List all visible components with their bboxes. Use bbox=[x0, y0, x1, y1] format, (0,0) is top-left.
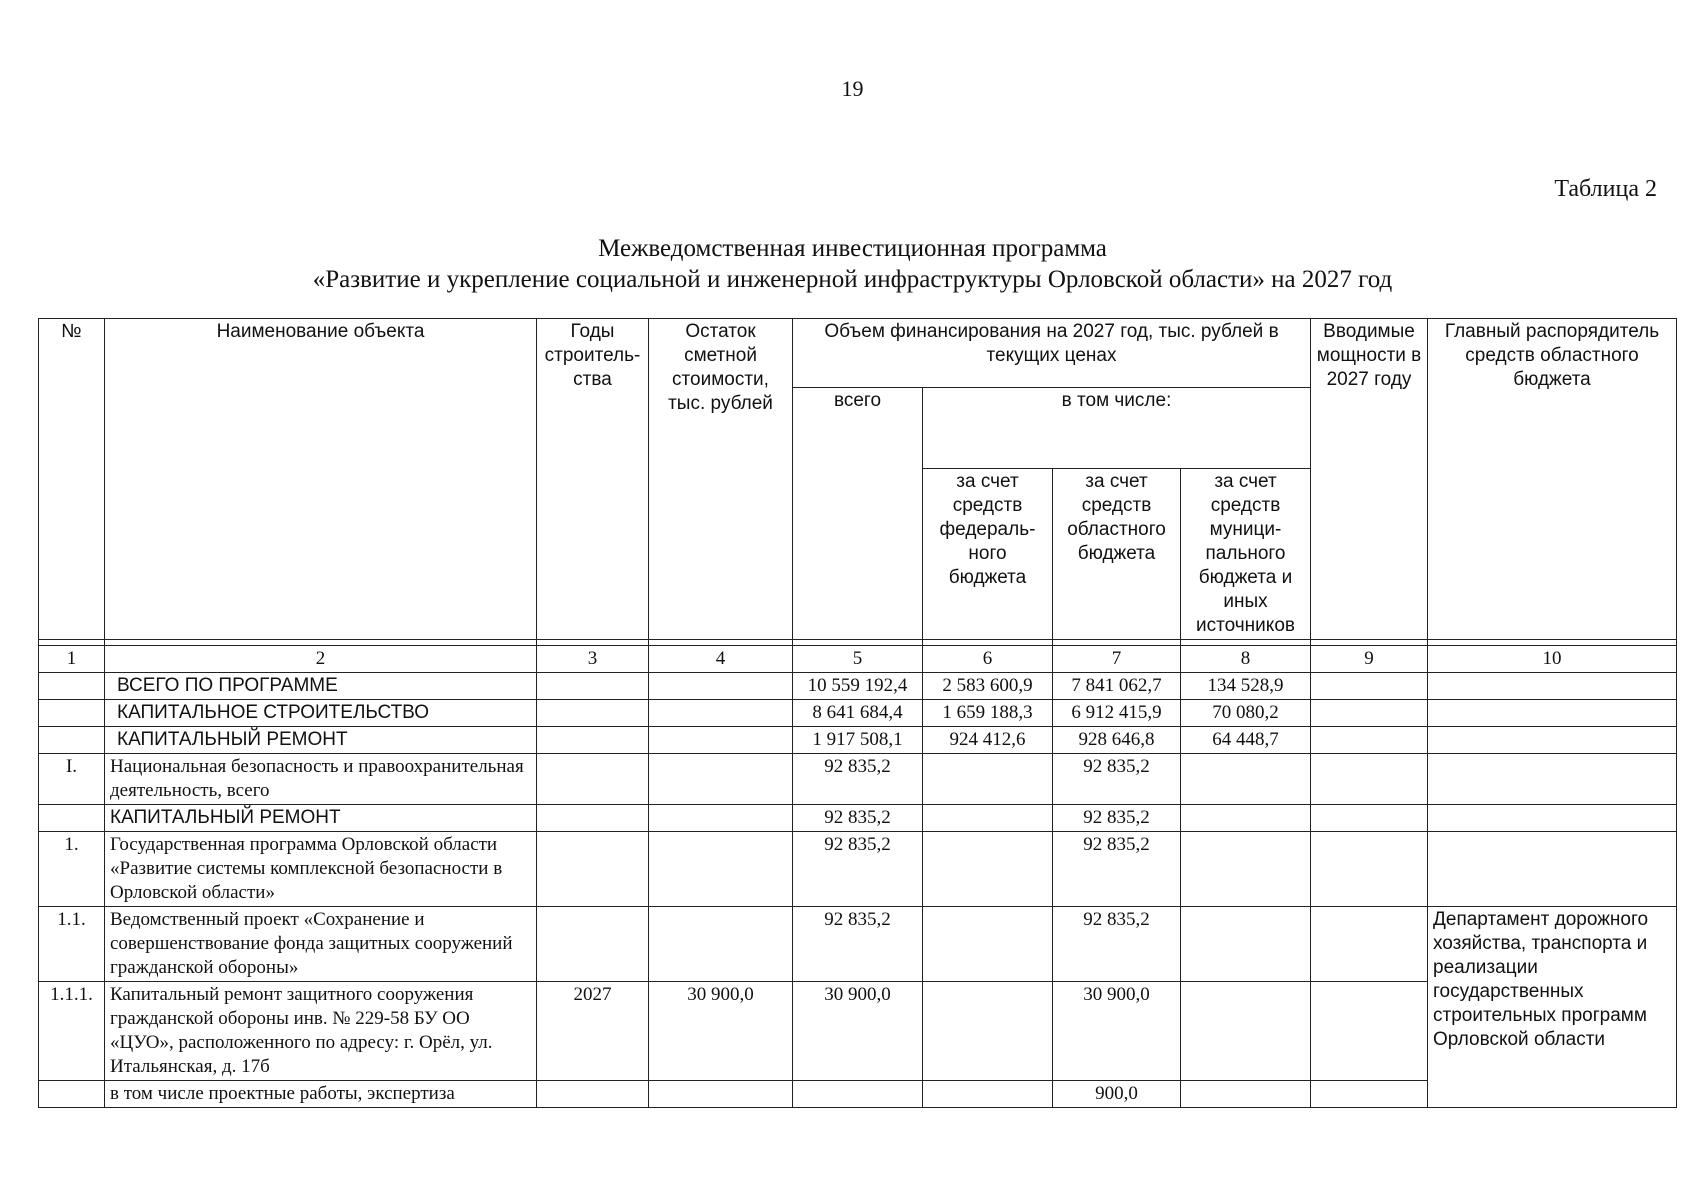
row-no bbox=[39, 805, 105, 832]
table-row bbox=[39, 700, 1677, 727]
column-number: 3 bbox=[537, 646, 649, 673]
row-municipal bbox=[1181, 754, 1311, 805]
row-regional: 92 835,2 bbox=[1053, 754, 1181, 805]
row-years bbox=[537, 700, 649, 727]
row-regional: 92 835,2 bbox=[1053, 907, 1181, 982]
column-number: 8 bbox=[1181, 646, 1311, 673]
row-no bbox=[39, 700, 105, 727]
row-manager bbox=[1428, 754, 1677, 805]
header-total: всего bbox=[793, 388, 923, 640]
row-federal bbox=[923, 907, 1053, 982]
row-regional: 928 646,8 bbox=[1053, 727, 1181, 754]
row-no bbox=[39, 1081, 105, 1108]
row-manager bbox=[1428, 673, 1677, 700]
row-total: 1 917 508,1 bbox=[793, 727, 923, 754]
row-no bbox=[39, 673, 105, 700]
column-number: 5 bbox=[793, 646, 923, 673]
row-municipal bbox=[1181, 907, 1311, 982]
table-row bbox=[39, 727, 1677, 754]
row-total: 8 641 684,4 bbox=[793, 700, 923, 727]
row-municipal: 70 080,2 bbox=[1181, 700, 1311, 727]
header-federal: за счет средств федераль-ного бюджета bbox=[923, 469, 1053, 640]
column-number-row bbox=[39, 646, 1677, 673]
row-municipal bbox=[1181, 832, 1311, 907]
row-name: Капитальный ремонт защитного сооружения гражданской обороны инв. № 229-58 БУ ОО «ЦУО», расположенного по адресу: г. Орёл, ул. Итальянская, д. 17б bbox=[105, 982, 537, 1081]
row-no: 1.1. bbox=[39, 907, 105, 982]
table-row bbox=[39, 832, 1677, 907]
row-capacity bbox=[1311, 1081, 1428, 1108]
row-remainder bbox=[649, 700, 793, 727]
row-regional: 30 900,0 bbox=[1053, 982, 1181, 1081]
header-volume: Объем финансирования на 2027 год, тыс. рублей в текущих ценах bbox=[793, 319, 1311, 388]
row-years bbox=[537, 727, 649, 754]
row-capacity bbox=[1311, 907, 1428, 982]
row-name: в том числе проектные работы, экспертиза bbox=[105, 1081, 537, 1108]
table-row bbox=[39, 907, 1677, 982]
row-total: 30 900,0 bbox=[793, 982, 923, 1081]
table-header-row-1 bbox=[39, 319, 1677, 388]
row-capacity bbox=[1311, 832, 1428, 907]
row-no bbox=[39, 727, 105, 754]
header-municipal: за счет средств муници-пального бюджета и иных источников bbox=[1181, 469, 1311, 640]
row-regional: 900,0 bbox=[1053, 1081, 1181, 1108]
row-name: Ведомственный проект «Сохранение и совершенствование фонда защитных сооружений гражданской обороны» bbox=[105, 907, 537, 982]
row-remainder: 30 900,0 bbox=[649, 982, 793, 1081]
row-years bbox=[537, 673, 649, 700]
header-capacity: Вводимые мощности в 2027 году bbox=[1311, 319, 1428, 640]
row-remainder bbox=[649, 832, 793, 907]
row-name: КАПИТАЛЬНЫЙ РЕМОНТ bbox=[105, 805, 537, 832]
row-remainder bbox=[649, 907, 793, 982]
investment-program-table bbox=[38, 318, 1677, 1108]
column-number: 1 bbox=[39, 646, 105, 673]
row-total: 10 559 192,4 bbox=[793, 673, 923, 700]
row-capacity bbox=[1311, 700, 1428, 727]
row-years bbox=[537, 754, 649, 805]
row-manager bbox=[1428, 700, 1677, 727]
row-regional: 92 835,2 bbox=[1053, 832, 1181, 907]
row-total: 92 835,2 bbox=[793, 907, 923, 982]
row-remainder bbox=[649, 673, 793, 700]
row-municipal bbox=[1181, 982, 1311, 1081]
row-years bbox=[537, 1081, 649, 1108]
row-capacity bbox=[1311, 727, 1428, 754]
row-federal bbox=[923, 1081, 1053, 1108]
row-capacity bbox=[1311, 754, 1428, 805]
row-years: 2027 bbox=[537, 982, 649, 1081]
row-remainder bbox=[649, 1081, 793, 1108]
title-line-2: «Развитие и укрепление социальной и инженерной инфраструктуры Орловской области» на 2027 год bbox=[312, 266, 1393, 293]
row-years bbox=[537, 805, 649, 832]
row-total: 92 835,2 bbox=[793, 805, 923, 832]
row-manager bbox=[1428, 727, 1677, 754]
row-no: 1. bbox=[39, 832, 105, 907]
row-federal: 1 659 188,3 bbox=[923, 700, 1053, 727]
title-line-1: Межведомственная инвестиционная программа bbox=[598, 235, 1107, 262]
row-federal bbox=[923, 754, 1053, 805]
row-capacity bbox=[1311, 673, 1428, 700]
table-label: Таблица 2 bbox=[1554, 176, 1657, 202]
row-federal: 924 412,6 bbox=[923, 727, 1053, 754]
row-no: 1.1.1. bbox=[39, 982, 105, 1081]
row-federal bbox=[923, 982, 1053, 1081]
header-manager: Главный распорядитель средств областного бюджета bbox=[1428, 319, 1677, 640]
row-regional: 6 912 415,9 bbox=[1053, 700, 1181, 727]
row-name: КАПИТАЛЬНОЕ СТРОИТЕЛЬСТВО bbox=[105, 700, 537, 727]
row-name: ВСЕГО ПО ПРОГРАММЕ bbox=[105, 673, 537, 700]
row-manager-department: Департамент дорожного хозяйства, транспорта и реализации государственных строительных программ Орловской области bbox=[1428, 907, 1677, 1108]
header-years: Годы строитель-ства bbox=[537, 319, 649, 640]
row-capacity bbox=[1311, 805, 1428, 832]
table-row bbox=[39, 805, 1677, 832]
column-number: 7 bbox=[1053, 646, 1181, 673]
row-total: 92 835,2 bbox=[793, 832, 923, 907]
column-number: 10 bbox=[1428, 646, 1677, 673]
row-federal bbox=[923, 832, 1053, 907]
column-number: 4 bbox=[649, 646, 793, 673]
column-number: 9 bbox=[1311, 646, 1428, 673]
row-name: КАПИТАЛЬНЫЙ РЕМОНТ bbox=[105, 727, 537, 754]
header-no: № bbox=[39, 319, 105, 640]
row-remainder bbox=[649, 727, 793, 754]
row-manager bbox=[1428, 832, 1677, 907]
row-regional: 7 841 062,7 bbox=[1053, 673, 1181, 700]
row-years bbox=[537, 907, 649, 982]
header-regional: за счет средств областного бюджета bbox=[1053, 469, 1181, 640]
row-federal bbox=[923, 805, 1053, 832]
row-regional: 92 835,2 bbox=[1053, 805, 1181, 832]
page-number: 19 bbox=[841, 76, 864, 101]
row-capacity bbox=[1311, 982, 1428, 1081]
row-remainder bbox=[649, 805, 793, 832]
column-number: 6 bbox=[923, 646, 1053, 673]
row-municipal bbox=[1181, 805, 1311, 832]
row-name: Государственная программа Орловской области «Развитие системы комплексной безопасности в Орловской области» bbox=[105, 832, 537, 907]
column-number: 2 bbox=[105, 646, 537, 673]
table-row bbox=[39, 754, 1677, 805]
table-row bbox=[39, 673, 1677, 700]
row-remainder bbox=[649, 754, 793, 805]
header-including: в том числе: bbox=[923, 388, 1311, 469]
row-municipal bbox=[1181, 1081, 1311, 1108]
row-no: I. bbox=[39, 754, 105, 805]
row-name: Национальная безопасность и правоохранительная деятельность, всего bbox=[105, 754, 537, 805]
row-municipal: 64 448,7 bbox=[1181, 727, 1311, 754]
header-name: Наименование объекта bbox=[105, 319, 537, 640]
header-remainder: Остаток сметной стоимости, тыс. рублей bbox=[649, 319, 793, 640]
row-manager bbox=[1428, 805, 1677, 832]
row-total bbox=[793, 1081, 923, 1108]
document-title bbox=[0, 233, 1705, 295]
row-municipal: 134 528,9 bbox=[1181, 673, 1311, 700]
row-federal: 2 583 600,9 bbox=[923, 673, 1053, 700]
row-years bbox=[537, 832, 649, 907]
row-total: 92 835,2 bbox=[793, 754, 923, 805]
